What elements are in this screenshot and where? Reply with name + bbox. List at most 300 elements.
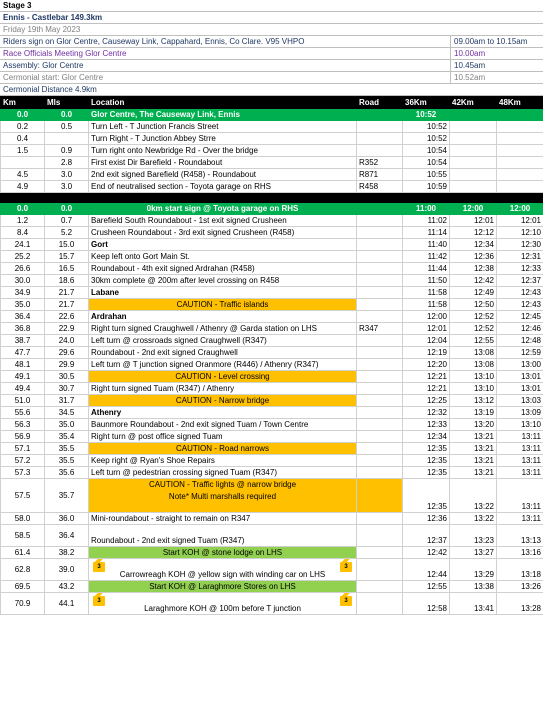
kom-crown-icon: 3 [340, 596, 352, 606]
location-cell: Baunmore Roundabout - 2nd exit signed Tuam / Town Centre [89, 419, 357, 431]
time-48km-cell: 12:37 [497, 275, 543, 287]
table-row [1, 525, 543, 547]
location-cell: Gort [89, 239, 357, 251]
col-road: Road [357, 97, 403, 109]
ceremonial-distance: Cermonial Distance 4.9km [0, 84, 543, 96]
time-48km-cell: 13:11 [497, 513, 543, 525]
time-42km-cell [450, 157, 497, 169]
time-36km-cell: 12:33 [403, 419, 450, 431]
location-cell: Start KOH @ stone lodge on LHS [89, 547, 357, 559]
km-cell: 61.4 [1, 547, 45, 559]
caution-line-2: Note* Multi marshalls required [168, 492, 277, 501]
time-36km-cell: 12:25 [403, 395, 450, 407]
route-title: Ennis - Castlebar 149.3km [0, 12, 543, 24]
table-row [1, 479, 543, 513]
mls-cell: 29.6 [45, 347, 89, 359]
time-36km-cell: 12:55 [403, 581, 450, 593]
table-row [1, 455, 543, 467]
road-cell [357, 593, 403, 615]
km-cell: 56.3 [1, 419, 45, 431]
road-cell: R347 [357, 323, 403, 335]
road-cell [357, 347, 403, 359]
time-36km-cell: 12:04 [403, 335, 450, 347]
time-42km-cell: 13:23 [450, 525, 497, 547]
kom-crown-icon: 3 [93, 562, 105, 572]
time-36km-cell: 12:20 [403, 359, 450, 371]
ceremonial-start-text: Cermonial start: Glor Centre [3, 73, 104, 82]
table-row [1, 347, 543, 359]
road-cell [357, 227, 403, 239]
time-42km-cell: 12:52 [450, 323, 497, 335]
time-48km-cell: 13:28 [497, 593, 543, 615]
table-row [1, 299, 543, 311]
time-36km-cell: 10:55 [403, 169, 450, 181]
km-cell: 26.6 [1, 263, 45, 275]
table-row [1, 407, 543, 419]
stage-title: Stage 3 [0, 0, 543, 12]
time-48km-cell: 12:59 [497, 347, 543, 359]
mls-cell: 3.0 [45, 169, 89, 181]
table-row [1, 157, 543, 169]
time-42km-cell: 12:49 [450, 287, 497, 299]
time-48km-cell [497, 133, 543, 145]
race-officials-time: 10.00am [450, 48, 485, 60]
time-42km-cell [450, 169, 497, 181]
time-48km-cell: 13:11 [497, 431, 543, 443]
road-cell: R352 [357, 157, 403, 169]
km-cell: 51.0 [1, 395, 45, 407]
mls-cell: 44.1 [45, 593, 89, 615]
time-48km-cell: 12:48 [497, 335, 543, 347]
time-42km-cell: 13:12 [450, 395, 497, 407]
table-row [1, 311, 543, 323]
mls-cell: 2.8 [45, 157, 89, 169]
time-48km-cell [497, 109, 543, 121]
time-42km-cell: 13:22 [450, 479, 497, 513]
km-cell: 58.0 [1, 513, 45, 525]
time-36km-cell: 11:00 [403, 203, 450, 215]
time-42km-cell: 13:29 [450, 559, 497, 581]
time-48km-cell: 13:01 [497, 371, 543, 383]
location-cell: Right turn signed Tuam (R347) / Athenry [89, 383, 357, 395]
time-48km-cell: 13:26 [497, 581, 543, 593]
table-row [1, 109, 543, 121]
road-cell: R871 [357, 169, 403, 181]
table-row [1, 287, 543, 299]
time-36km-cell: 12:21 [403, 383, 450, 395]
time-36km-cell: 12:58 [403, 593, 450, 615]
location-cell: Mini-roundabout - straight to remain on R347 [89, 513, 357, 525]
road-cell [357, 467, 403, 479]
location-cell: Roundabout - 2nd exit signed Tuam (R347) [89, 525, 357, 547]
km-cell: 0.0 [1, 203, 45, 215]
mls-cell: 30.7 [45, 383, 89, 395]
time-48km-cell: 13:10 [497, 419, 543, 431]
time-42km-cell: 13:21 [450, 443, 497, 455]
km-cell: 56.9 [1, 431, 45, 443]
km-cell: 36.4 [1, 311, 45, 323]
time-48km-cell [497, 145, 543, 157]
road-cell: R458 [357, 181, 403, 193]
mls-cell: 22.9 [45, 323, 89, 335]
time-36km-cell: 11:58 [403, 287, 450, 299]
time-42km-cell: 12:12 [450, 227, 497, 239]
road-cell [357, 145, 403, 157]
time-48km-cell: 13:11 [497, 467, 543, 479]
mls-cell: 21.7 [45, 299, 89, 311]
km-cell: 57.1 [1, 443, 45, 455]
mls-cell: 39.0 [45, 559, 89, 581]
divider-cell [45, 193, 89, 203]
location-cell: 30km complete @ 200m after level crossing on R458 [89, 275, 357, 287]
location-cell: Labane [89, 287, 357, 299]
time-36km-cell: 12:35 [403, 443, 450, 455]
table-row [1, 181, 543, 193]
caution-line-1: CAUTION - Traffic lights @ narrow bridge [148, 480, 297, 489]
col-mls: Mls [45, 97, 89, 109]
mls-cell: 30.5 [45, 371, 89, 383]
km-cell: 35.0 [1, 299, 45, 311]
time-36km-cell: 12:32 [403, 407, 450, 419]
col-km: Km [1, 97, 45, 109]
divider-cell [450, 193, 497, 203]
location-cell: Ardrahan [89, 311, 357, 323]
location-cell: Turn Left - T Junction Francis Street [89, 121, 357, 133]
mls-cell: 0.0 [45, 109, 89, 121]
time-42km-cell: 13:41 [450, 593, 497, 615]
km-cell: 48.1 [1, 359, 45, 371]
race-officials [0, 48, 543, 60]
time-36km-cell: 10:54 [403, 145, 450, 157]
divider-cell [89, 193, 357, 203]
km-cell: 4.9 [1, 181, 45, 193]
km-cell: 69.5 [1, 581, 45, 593]
time-48km-cell: 13:11 [497, 455, 543, 467]
time-48km-cell: 13:13 [497, 525, 543, 547]
road-cell [357, 407, 403, 419]
road-cell [357, 371, 403, 383]
table-row [1, 581, 543, 593]
time-48km-cell: 12:01 [497, 215, 543, 227]
ceremonial-start [0, 72, 543, 84]
table-row [1, 513, 543, 525]
time-36km-cell: 11:14 [403, 227, 450, 239]
riders-sign-on-text: Riders sign on Glor Centre, Causeway Link, Cappahard, Ennis, Co Clare. V95 VHPO [3, 37, 305, 46]
time-42km-cell: 12:50 [450, 299, 497, 311]
time-42km-cell: 12:36 [450, 251, 497, 263]
location-cell: Right turn signed Craughwell / Athenry @ Garda station on LHS [89, 323, 357, 335]
location-cell: First exist Dir Barefield - Roundabout [89, 157, 357, 169]
time-42km-cell: 13:10 [450, 383, 497, 395]
time-48km-cell: 12:45 [497, 311, 543, 323]
km-cell: 57.2 [1, 455, 45, 467]
location-cell: Turn Right - T Junction Abbey Strre [89, 133, 357, 145]
time-48km-cell: 12:43 [497, 287, 543, 299]
time-36km-cell: 11:44 [403, 263, 450, 275]
time-36km-cell: 10:52 [403, 121, 450, 133]
mls-cell [45, 133, 89, 145]
time-42km-cell: 13:19 [450, 407, 497, 419]
table-row [1, 593, 543, 615]
time-36km-cell: 12:35 [403, 479, 450, 513]
mls-cell: 35.5 [45, 455, 89, 467]
table-row [1, 121, 543, 133]
table-row [1, 251, 543, 263]
road-cell [357, 335, 403, 347]
location-cell: Athenry [89, 407, 357, 419]
table-row [1, 371, 543, 383]
road-cell [357, 479, 403, 513]
time-48km-cell [497, 157, 543, 169]
table-row [1, 359, 543, 371]
divider-cell [497, 193, 543, 203]
road-cell [357, 215, 403, 227]
divider-row [1, 193, 543, 203]
road-cell [357, 203, 403, 215]
table-row [1, 203, 543, 215]
road-cell [357, 547, 403, 559]
road-cell [357, 359, 403, 371]
time-42km-cell: 12:00 [450, 203, 497, 215]
mls-cell: 0.9 [45, 145, 89, 157]
table-row [1, 467, 543, 479]
time-36km-cell: 12:19 [403, 347, 450, 359]
time-48km-cell: 12:00 [497, 203, 543, 215]
col-location: Location [89, 97, 357, 109]
riders-sign-on-time: 09.00am to 10.15am [450, 36, 527, 48]
mls-cell: 5.2 [45, 227, 89, 239]
km-cell: 55.6 [1, 407, 45, 419]
koh-location-text: Laraghmore KOH @ 100m before T junction [144, 604, 301, 613]
km-cell: 34.9 [1, 287, 45, 299]
time-48km-cell: 13:11 [497, 443, 543, 455]
mls-cell: 16.5 [45, 263, 89, 275]
location-cell: 0km start sign @ Toyota garage on RHS [89, 203, 357, 215]
road-cell [357, 581, 403, 593]
road-cell [357, 299, 403, 311]
km-cell: 70.9 [1, 593, 45, 615]
time-36km-cell: 12:35 [403, 455, 450, 467]
time-48km-cell: 12:33 [497, 263, 543, 275]
table-row [1, 145, 543, 157]
road-cell [357, 383, 403, 395]
time-48km-cell: 13:09 [497, 407, 543, 419]
mls-cell: 35.0 [45, 419, 89, 431]
time-36km-cell: 10:59 [403, 181, 450, 193]
col-42km: 42Km [450, 97, 497, 109]
km-cell: 24.1 [1, 239, 45, 251]
time-48km-cell [497, 121, 543, 133]
time-48km-cell: 13:01 [497, 383, 543, 395]
time-48km-cell: 12:43 [497, 299, 543, 311]
location-cell: Keep right @ Ryan's Shoe Repairs [89, 455, 357, 467]
time-48km-cell: 12:30 [497, 239, 543, 251]
divider-cell [403, 193, 450, 203]
km-cell: 8.4 [1, 227, 45, 239]
location-cell [89, 559, 357, 581]
location-cell: CAUTION - Narrow bridge [89, 395, 357, 407]
table-row [1, 559, 543, 581]
location-cell: CAUTION - Road narrows [89, 443, 357, 455]
time-42km-cell: 12:38 [450, 263, 497, 275]
table-row [1, 275, 543, 287]
table-row [1, 227, 543, 239]
time-48km-cell: 12:31 [497, 251, 543, 263]
mls-cell: 38.2 [45, 547, 89, 559]
location-cell: Glor Centre, The Causeway Link, Ennis [89, 109, 357, 121]
koh-location-text: Carrowreagh KOH @ yellow sign with winding car on LHS [119, 570, 326, 579]
time-36km-cell: 11:02 [403, 215, 450, 227]
time-36km-cell: 12:00 [403, 311, 450, 323]
assembly [0, 60, 543, 72]
km-cell: 25.2 [1, 251, 45, 263]
time-36km-cell: 12:37 [403, 525, 450, 547]
time-42km-cell: 12:52 [450, 311, 497, 323]
km-cell: 58.5 [1, 525, 45, 547]
mls-cell: 34.5 [45, 407, 89, 419]
time-42km-cell: 12:55 [450, 335, 497, 347]
time-48km-cell: 12:10 [497, 227, 543, 239]
road-cell [357, 133, 403, 145]
location-cell: Turn right onto Newbridge Rd - Over the bridge [89, 145, 357, 157]
road-cell [357, 431, 403, 443]
ceremonial-start-time: 10.52am [450, 72, 485, 84]
riders-sign-on [0, 36, 543, 48]
mls-cell: 31.7 [45, 395, 89, 407]
time-42km-cell: 13:21 [450, 467, 497, 479]
time-42km-cell: 13:10 [450, 371, 497, 383]
time-42km-cell [450, 109, 497, 121]
km-cell: 0.4 [1, 133, 45, 145]
location-cell: Left turn @ pedestrian crossing signed Tuam (R347) [89, 467, 357, 479]
road-cell [357, 239, 403, 251]
time-42km-cell: 13:27 [450, 547, 497, 559]
location-cell: Roundabout - 4th exit signed Ardrahan (R458) [89, 263, 357, 275]
time-36km-cell: 12:21 [403, 371, 450, 383]
road-cell [357, 395, 403, 407]
time-48km-cell: 13:03 [497, 395, 543, 407]
km-cell: 57.5 [1, 479, 45, 513]
road-cell [357, 419, 403, 431]
mls-cell: 35.5 [45, 443, 89, 455]
km-cell: 4.5 [1, 169, 45, 181]
time-42km-cell: 12:34 [450, 239, 497, 251]
table-row [1, 383, 543, 395]
time-36km-cell: 11:42 [403, 251, 450, 263]
col-36km: 36Km [403, 97, 450, 109]
time-42km-cell: 12:01 [450, 215, 497, 227]
time-36km-cell: 12:01 [403, 323, 450, 335]
col-48km: 48Km [497, 97, 543, 109]
road-cell [357, 263, 403, 275]
time-42km-cell [450, 133, 497, 145]
time-48km-cell: 13:11 [497, 479, 543, 513]
time-42km-cell: 12:42 [450, 275, 497, 287]
location-cell: Roundabout - 2nd exit signed Craughwell [89, 347, 357, 359]
km-cell: 0.0 [1, 109, 45, 121]
mls-cell: 18.6 [45, 275, 89, 287]
mls-cell: 15.0 [45, 239, 89, 251]
time-42km-cell [450, 121, 497, 133]
divider-cell [1, 193, 45, 203]
time-42km-cell: 13:08 [450, 359, 497, 371]
road-cell [357, 109, 403, 121]
time-42km-cell [450, 145, 497, 157]
time-36km-cell: 10:52 [403, 133, 450, 145]
time-36km-cell: 11:40 [403, 239, 450, 251]
road-cell [357, 559, 403, 581]
mls-cell: 36.0 [45, 513, 89, 525]
road-cell [357, 443, 403, 455]
km-cell: 1.5 [1, 145, 45, 157]
mls-cell: 35.6 [45, 467, 89, 479]
location-cell: Right turn @ post office signed Tuam [89, 431, 357, 443]
road-cell [357, 525, 403, 547]
time-36km-cell: 10:54 [403, 157, 450, 169]
time-42km-cell: 13:22 [450, 513, 497, 525]
location-cell: Keep left onto Gort Main St. [89, 251, 357, 263]
location-cell: CAUTION - Level crossing [89, 371, 357, 383]
road-cell [357, 275, 403, 287]
location-cell: Left turn @ T junction signed Oranmore (R446) / Athenry (R347) [89, 359, 357, 371]
road-cell [357, 287, 403, 299]
mls-cell: 35.4 [45, 431, 89, 443]
km-cell: 49.1 [1, 371, 45, 383]
location-cell: CAUTION - Traffic islands [89, 299, 357, 311]
kom-crown-icon: 3 [93, 596, 105, 606]
race-date: Friday 19th May 2023 [0, 24, 543, 36]
table-row [1, 395, 543, 407]
mls-cell: 3.0 [45, 181, 89, 193]
mls-cell: 35.7 [45, 479, 89, 513]
time-36km-cell: 12:34 [403, 431, 450, 443]
time-48km-cell: 13:00 [497, 359, 543, 371]
mls-cell: 0.5 [45, 121, 89, 133]
table-row [1, 419, 543, 431]
table-row [1, 215, 543, 227]
time-42km-cell: 13:20 [450, 419, 497, 431]
time-36km-cell: 12:44 [403, 559, 450, 581]
time-48km-cell [497, 181, 543, 193]
time-36km-cell: 11:50 [403, 275, 450, 287]
assembly-time: 10.45am [450, 60, 485, 72]
location-cell: Crusheen Roundabout - 3rd exit signed Crusheen (R458) [89, 227, 357, 239]
kom-crown-icon: 3 [340, 562, 352, 572]
mls-cell: 22.6 [45, 311, 89, 323]
road-cell [357, 513, 403, 525]
road-cell [357, 251, 403, 263]
km-cell: 1.2 [1, 215, 45, 227]
table-row [1, 547, 543, 559]
km-cell: 38.7 [1, 335, 45, 347]
location-cell: End of neutralised section - Toyota garage on RHS [89, 181, 357, 193]
km-cell: 62.8 [1, 559, 45, 581]
mls-cell: 43.2 [45, 581, 89, 593]
mls-cell: 21.7 [45, 287, 89, 299]
mls-cell: 24.0 [45, 335, 89, 347]
location-cell [89, 593, 357, 615]
time-36km-cell: 11:58 [403, 299, 450, 311]
table-row [1, 169, 543, 181]
km-cell [1, 157, 45, 169]
location-cell: Start KOH @ Laraghmore Stores on LHS [89, 581, 357, 593]
column-header-row [1, 97, 543, 109]
location-cell: Barefield South Roundabout - 1st exit signed Crusheen [89, 215, 357, 227]
mls-cell: 15.7 [45, 251, 89, 263]
table-row [1, 263, 543, 275]
road-cell [357, 455, 403, 467]
mls-cell: 0.0 [45, 203, 89, 215]
